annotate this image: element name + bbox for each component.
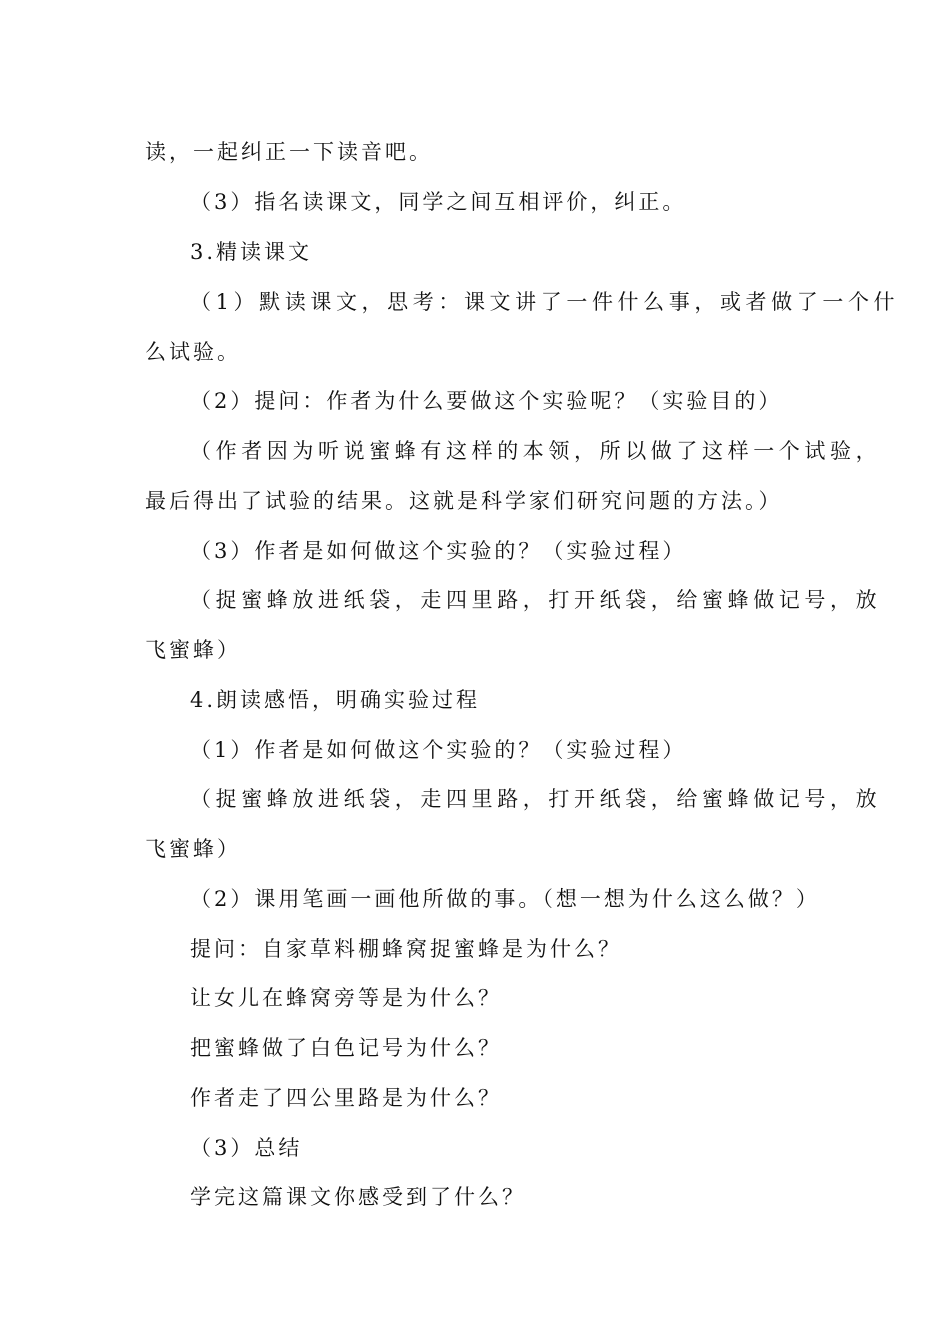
text-line: （2）提问：作者为什么要做这个实验呢？（实验目的） <box>190 389 783 413</box>
text-line: （2）课用笔画一画他所做的事。（想一想为什么这么做？） <box>190 887 820 911</box>
text-line: 读，一起纠正一下读音吧。 <box>145 140 433 164</box>
text-line: 把蜜蜂做了白色记号为什么？ <box>190 1036 502 1060</box>
text-line: （捉蜜蜂放进纸袋，走四里路，打开纸袋，给蜜蜂做记号，放 <box>190 787 882 811</box>
text-line: （捉蜜蜂放进纸袋，走四里路，打开纸袋，给蜜蜂做记号，放 <box>190 588 882 612</box>
text-line: 最后得出了试验的结果。这就是科学家们研究问题的方法。） <box>145 489 783 513</box>
section-heading: 3.精读课文 <box>190 240 313 264</box>
text-line: 么试验。 <box>145 340 241 364</box>
text-line: 提问：自家草料棚蜂窝捉蜜蜂是为什么？ <box>190 937 622 961</box>
text-line: 让女儿在蜂窝旁等是为什么？ <box>190 986 502 1010</box>
text-line: （作者因为听说蜜蜂有这样的本领，所以做了这样一个试验， <box>190 439 882 463</box>
text-line: （3）作者是如何做这个实验的？（实验过程） <box>190 539 687 563</box>
section-heading: 4.朗读感悟，明确实验过程 <box>190 688 481 712</box>
text-line: （3）指名读课文，同学之间互相评价，纠正。 <box>190 190 687 214</box>
text-line: （3）总结 <box>190 1136 303 1160</box>
text-line: 飞蜜蜂） <box>145 638 241 662</box>
text-line: （1）作者是如何做这个实验的？（实验过程） <box>190 738 687 762</box>
text-line: （1）默读课文，思考：课文讲了一件什么事，或者做了一个什 <box>190 290 900 314</box>
text-line: 学完这篇课文你感受到了什么？ <box>190 1185 526 1209</box>
text-line: 飞蜜蜂） <box>145 837 241 861</box>
text-line: 作者走了四公里路是为什么？ <box>190 1086 502 1110</box>
